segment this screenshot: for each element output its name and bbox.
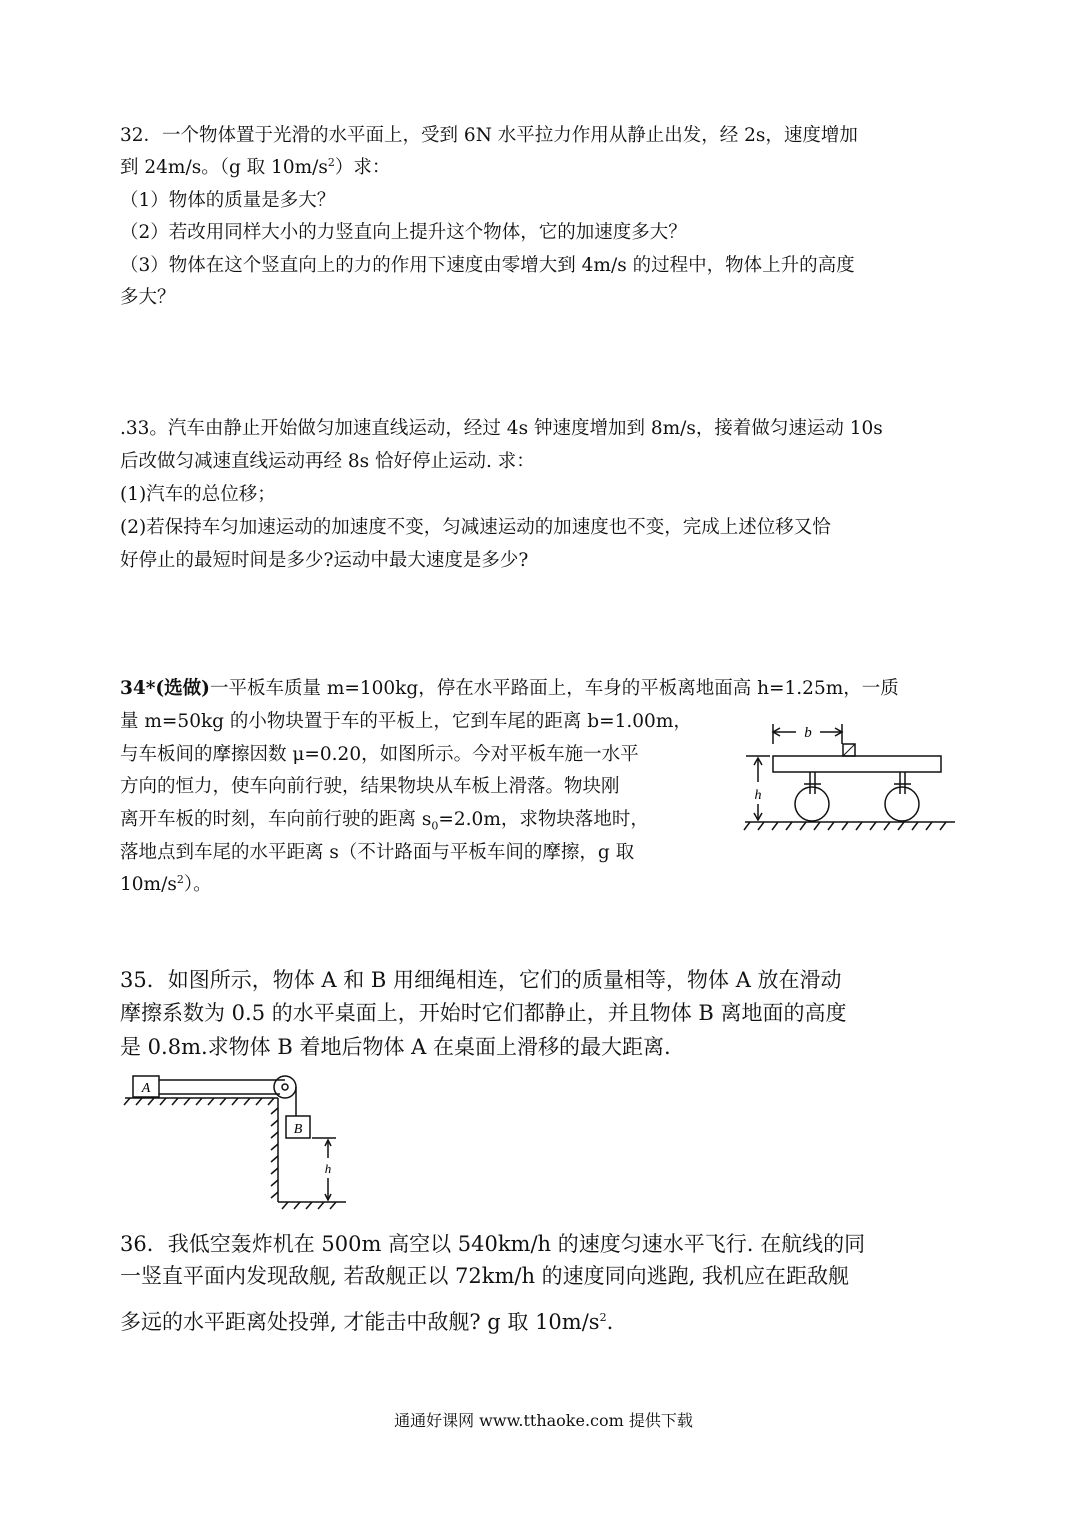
fig-B-label: B xyxy=(293,1122,303,1137)
q34-line7: $10m/s^2$）。 xyxy=(120,872,212,895)
q33-line4: (2)若保持车匀加速运动的加速度不变，匀减速运动的加速度也不变，完成上述位移又恰 xyxy=(120,517,831,538)
q36-line3: 多远的水平距离处投弹, 才能击中敌舰? g 取 $10m/s^2$. xyxy=(120,1310,614,1334)
q34-line4: 方向的恒力，使车向前行驶，结果物块从车板上滑落。物块刚 xyxy=(120,776,620,797)
q35-line2: 摩擦系数为 0.5 的水平桌面上，开始时它们都静止，并且物体 B 离地面的高度 xyxy=(120,1001,847,1025)
fig-A-label: A xyxy=(141,1081,151,1096)
q32-line4: （2）若改用同样大小的力竖直向上提升这个物体，它的加速度多大？ xyxy=(120,222,687,243)
q32-line5: （3）物体在这个竖直向上的力的作用下速度由零增大到 4m/s 的过程中，物体上升的高度 xyxy=(120,255,855,276)
q35-line1: 35．如图所示，物体 A 和 B 用细绳相连，它们的质量相等，物体 A 放在滑动 xyxy=(120,968,842,992)
q32-line6: 多大？ xyxy=(120,287,176,308)
q33-line1: .33。汽车由静止开始做匀加速直线运动，经过 4s 钟速度增加到 8m/s，接着做匀速运动 10s xyxy=(120,418,883,439)
q33-line3: (1)汽车的总位移； xyxy=(120,484,276,505)
q32-line1: 32．一个物体置于光滑的水平面上，受到 6N 水平拉力作用从静止出发，经 2s，速度增加 xyxy=(120,125,858,146)
q34-line5: 离开车板的时刻，车向前行驶的距离 $s_0=2.0m$，求物块落地时， xyxy=(120,809,649,833)
q32-line3: （1）物体的质量是多大？ xyxy=(120,190,336,211)
page-footer: 通通好课网 www.tthaoke.com 提供下载 xyxy=(394,1411,693,1430)
q35-line3: 是 0.8m.求物体 B 着地后物体 A 在桌面上滑移的最大距离. xyxy=(120,1035,671,1059)
q36-line2: 一竖直平面内发现敌舰, 若敌舰正以 72km/h 的速度同向逃跑, 我机应在距敌舰 xyxy=(120,1264,850,1288)
fig-h2-label: h xyxy=(324,1161,332,1176)
q34-line2: 量 m=50kg 的小物块置于车的平板上，它到车尾的距离 b=1.00m， xyxy=(120,711,692,732)
q34-line1: 34*(选做)一平板车质量 m=100kg，停在水平路面上，车身的平板离地面高 h=1.25m，一质 xyxy=(120,678,899,699)
q33-line2: 后改做匀减速直线运动再经 8s 恰好停止运动. 求： xyxy=(120,451,535,472)
q32-line2: 到 24m/s。（g 取 $10m/s^2$）求： xyxy=(120,155,391,178)
q33-line5: 好停止的最短时间是多少?运动中最大速度是多少? xyxy=(120,550,529,571)
pulley-figure xyxy=(120,1070,360,1210)
q36-line1: 36．我低空轰炸机在 500m 高空以 540km/h 的速度匀速水平飞行. 在航线的同 xyxy=(120,1232,866,1256)
flat-cart-figure xyxy=(740,716,960,836)
fig-h-label: h xyxy=(754,788,762,803)
q34-line3: 与车板间的摩擦因数 μ=0.20，如图所示。今对平板车施一水平 xyxy=(120,744,639,765)
q34-line6: 落地点到车尾的水平距离 s（不计路面与平板车间的摩擦，g 取 xyxy=(120,842,635,863)
fig-b-label: b xyxy=(804,725,812,741)
